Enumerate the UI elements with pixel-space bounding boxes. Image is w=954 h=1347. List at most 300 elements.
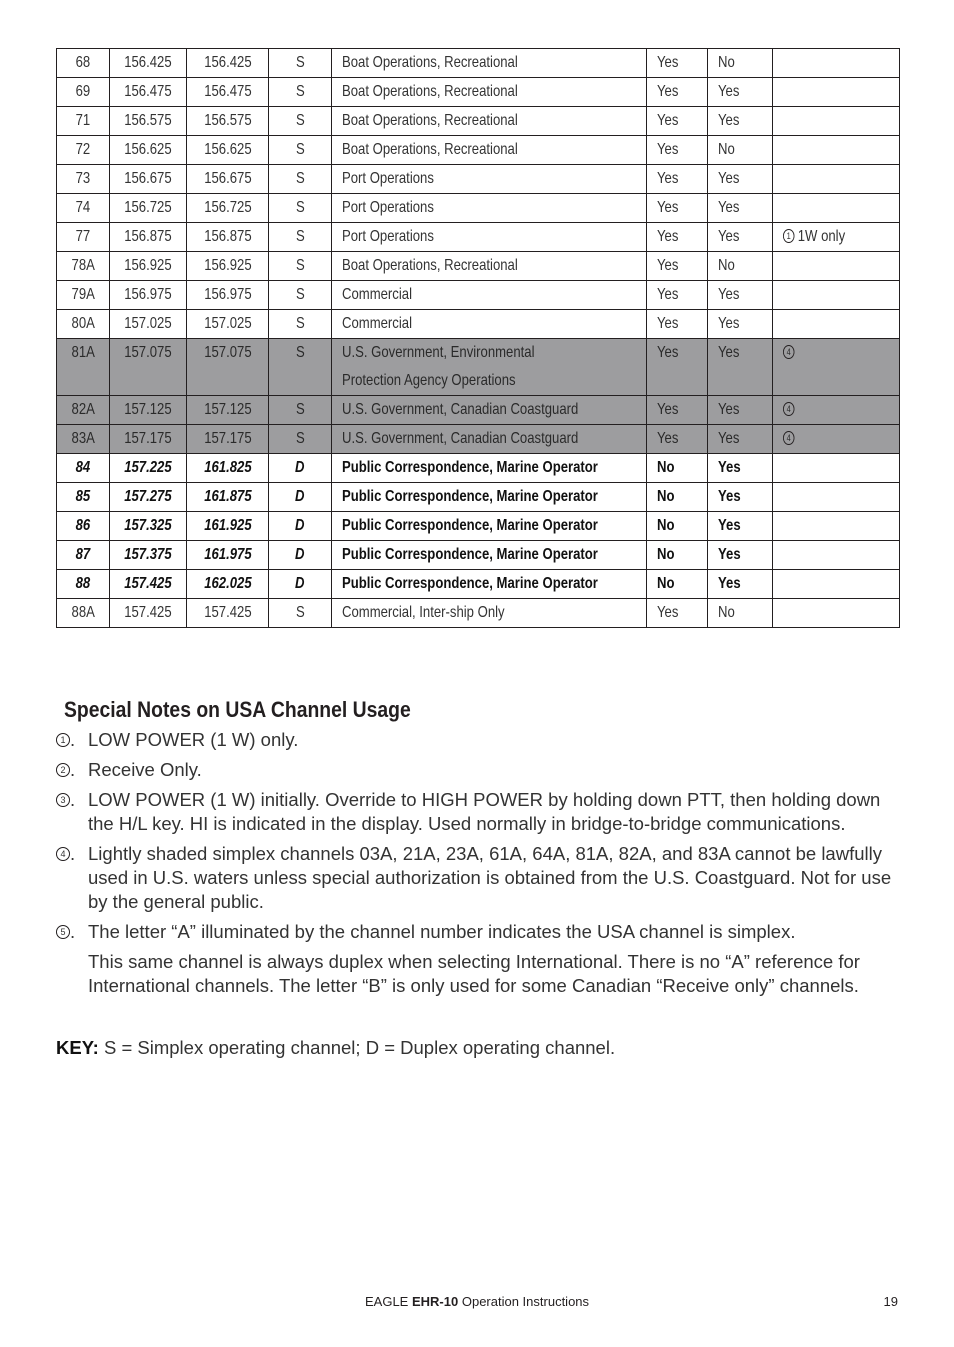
rx-frequency-cell	[187, 483, 269, 512]
column-a-cell	[647, 252, 708, 281]
rx-frequency-cell-text: 156.975	[203, 286, 252, 303]
column-a-cell-text: Yes	[657, 315, 679, 332]
note-item: 3 . LOW POWER (1 W) initially. Override to HIGH POWER by holding down PTT, then holding down the H/L key. HI is indicated in the display. Used normally in bridge-to-bridge communications.	[56, 788, 906, 836]
column-a-cell-text: No	[657, 488, 675, 505]
note-marker-icon: 4	[783, 402, 794, 416]
tx-frequency-cell-text: 157.375	[124, 546, 172, 563]
note-cell	[773, 165, 900, 194]
note-marker-icon: 4	[783, 345, 794, 359]
tx-frequency-cell-text: 157.075	[124, 344, 172, 361]
mode-cell-text: S	[295, 430, 305, 447]
column-a-cell-text: Yes	[657, 83, 679, 100]
mode-cell	[269, 194, 332, 223]
note-cell	[773, 310, 900, 339]
table-row	[57, 310, 900, 339]
rx-frequency-cell-text: 156.425	[203, 54, 252, 71]
column-b-cell	[708, 310, 773, 339]
mode-cell	[269, 49, 332, 78]
channel-cell-text: 84	[75, 459, 91, 476]
channel-cell	[57, 136, 110, 165]
note-marker-icon: 1	[783, 229, 794, 243]
table-row	[57, 136, 900, 165]
rx-frequency-cell-text: 156.625	[203, 141, 252, 158]
channel-cell-text: 78A	[71, 257, 95, 274]
mode-cell-text: S	[295, 83, 305, 100]
channel-cell-text: 83A	[71, 430, 95, 447]
column-b-cell-text: Yes	[718, 286, 740, 303]
channel-cell	[57, 252, 110, 281]
column-a-cell-text: Yes	[657, 170, 679, 187]
usage-cell-text: Commercial, Inter-ship Only	[342, 604, 505, 621]
mode-cell	[269, 136, 332, 165]
column-a-cell-text: Yes	[657, 604, 679, 621]
table-row	[57, 281, 900, 310]
tx-frequency-cell-text: 157.125	[124, 401, 172, 418]
usage-cell-text: Boat Operations, Recreational	[342, 54, 518, 71]
column-a-cell	[647, 541, 708, 570]
rx-frequency-cell	[187, 570, 269, 599]
footer-title	[365, 1294, 589, 1309]
usage-cell-text: Port Operations	[342, 199, 434, 216]
usage-cell-text: Commercial	[342, 315, 412, 332]
note-number-icon: 3	[56, 793, 70, 807]
table-row	[57, 49, 900, 78]
rx-frequency-cell-text: 157.125	[203, 401, 252, 418]
column-b-cell-text: Yes	[718, 315, 740, 332]
channel-cell-text: 79A	[71, 286, 95, 303]
tx-frequency-cell	[110, 281, 187, 310]
notes-list	[56, 728, 906, 1004]
column-b-cell	[708, 78, 773, 107]
note-cell	[773, 107, 900, 136]
column-b-cell	[708, 136, 773, 165]
mode-cell	[269, 454, 332, 483]
mode-cell	[269, 425, 332, 454]
table-row	[57, 483, 900, 512]
tx-frequency-cell	[110, 339, 187, 396]
tx-frequency-cell	[110, 599, 187, 628]
column-b-cell-text: Yes	[718, 199, 740, 216]
column-a-cell-text: Yes	[657, 257, 679, 274]
mode-cell-text: D	[295, 459, 305, 476]
usage-cell	[332, 454, 647, 483]
column-a-cell-text: Yes	[657, 228, 679, 245]
tx-frequency-cell-text: 157.325	[124, 517, 172, 534]
channel-cell	[57, 541, 110, 570]
usage-cell	[332, 512, 647, 541]
channel-cell	[57, 339, 110, 396]
usage-cell-text: Port Operations	[342, 170, 434, 187]
rx-frequency-cell	[187, 396, 269, 425]
rx-frequency-cell-text: 156.475	[203, 83, 252, 100]
rx-frequency-cell-text: 157.025	[203, 315, 252, 332]
usage-cell-text: Boat Operations, Recreational	[342, 83, 518, 100]
note-cell	[773, 223, 900, 252]
tx-frequency-cell-text: 156.875	[124, 228, 172, 245]
rx-frequency-cell-text: 156.875	[203, 228, 252, 245]
table-row	[57, 78, 900, 107]
tx-frequency-cell	[110, 223, 187, 252]
tx-frequency-cell-text: 156.675	[124, 170, 172, 187]
note-cell	[773, 599, 900, 628]
mode-cell	[269, 252, 332, 281]
column-b-cell	[708, 252, 773, 281]
channel-cell	[57, 165, 110, 194]
column-b-cell	[708, 107, 773, 136]
column-a-cell	[647, 339, 708, 396]
notes-title: Special Notes on USA Channel Usage	[64, 697, 411, 722]
usage-cell	[332, 570, 647, 599]
note-cell	[773, 541, 900, 570]
column-a-cell	[647, 599, 708, 628]
note-cell	[773, 425, 900, 454]
channel-cell	[57, 570, 110, 599]
note-cell	[773, 252, 900, 281]
table-row	[57, 223, 900, 252]
rx-frequency-cell	[187, 512, 269, 541]
usage-cell-text: U.S. Government, Canadian Coastguard	[342, 430, 579, 447]
mode-cell	[269, 339, 332, 396]
column-a-cell	[647, 136, 708, 165]
column-b-cell	[708, 454, 773, 483]
mode-cell	[269, 78, 332, 107]
column-a-cell-text: Yes	[657, 286, 679, 303]
column-b-cell-text: Yes	[718, 112, 740, 129]
tx-frequency-cell-text: 157.425	[124, 604, 172, 621]
column-b-cell-text: Yes	[718, 575, 741, 592]
tx-frequency-cell-text: 156.725	[124, 199, 172, 216]
column-a-cell-text: Yes	[657, 344, 679, 361]
channel-cell-text: 81A	[71, 344, 95, 361]
tx-frequency-cell	[110, 570, 187, 599]
mode-cell-text: D	[295, 575, 305, 592]
mode-cell	[269, 107, 332, 136]
column-b-cell	[708, 165, 773, 194]
column-b-cell	[708, 281, 773, 310]
table-row	[57, 541, 900, 570]
key-legend	[56, 1037, 615, 1059]
usage-cell	[332, 396, 647, 425]
note-cell	[773, 49, 900, 78]
note-text: LOW POWER (1 W) only.	[88, 729, 299, 750]
mode-cell	[269, 512, 332, 541]
mode-cell-text: S	[295, 604, 305, 621]
mode-cell-text: D	[295, 488, 305, 505]
note-cell	[773, 194, 900, 223]
column-b-cell-text: Yes	[718, 228, 740, 245]
table-row	[57, 570, 900, 599]
table-row	[57, 599, 900, 628]
mode-cell	[269, 599, 332, 628]
channel-cell	[57, 107, 110, 136]
mode-cell-text: S	[295, 315, 305, 332]
column-b-cell	[708, 599, 773, 628]
usage-cell-text: Commercial	[342, 286, 412, 303]
usage-cell-text: Public Correspondence, Marine Operator	[342, 575, 598, 592]
tx-frequency-cell-text: 157.225	[124, 459, 172, 476]
column-a-cell-text: No	[657, 459, 675, 476]
tx-frequency-cell	[110, 541, 187, 570]
usage-cell	[332, 599, 647, 628]
column-b-cell	[708, 512, 773, 541]
channel-cell	[57, 78, 110, 107]
rx-frequency-cell-text: 161.975	[203, 546, 252, 563]
channel-cell-text: 72	[75, 141, 91, 158]
column-a-cell-text: No	[657, 575, 675, 592]
column-a-cell-text: Yes	[657, 141, 679, 158]
mode-cell-text: S	[295, 286, 305, 303]
column-b-cell-text: Yes	[718, 459, 741, 476]
channel-cell-text: 88A	[71, 604, 95, 621]
rx-frequency-cell	[187, 49, 269, 78]
note-text: The letter “A” illuminated by the channel number indicates the USA channel is simplex.	[88, 921, 796, 942]
channel-cell	[57, 599, 110, 628]
note-number-icon: 4	[56, 847, 70, 861]
rx-frequency-cell-text: 161.825	[203, 459, 252, 476]
tx-frequency-cell-text: 157.275	[124, 488, 172, 505]
channel-cell	[57, 194, 110, 223]
rx-frequency-cell-text: 161.925	[203, 517, 252, 534]
usage-cell-text: Boat Operations, Recreational	[342, 112, 518, 129]
column-b-cell-text: Yes	[718, 83, 740, 100]
column-a-cell	[647, 194, 708, 223]
tx-frequency-cell	[110, 165, 187, 194]
tx-frequency-cell	[110, 49, 187, 78]
channel-cell-text: 87	[75, 546, 91, 563]
rx-frequency-cell	[187, 541, 269, 570]
note-text: LOW POWER (1 W) initially. Override to HIGH POWER by holding down PTT, then holding down the H/L key. HI is indicated in the display. Used normally in bridge-to-bridge communications.	[88, 789, 881, 834]
rx-frequency-cell	[187, 252, 269, 281]
channel-cell-text: 86	[75, 517, 91, 534]
note-cell	[773, 339, 900, 396]
rx-frequency-cell	[187, 599, 269, 628]
note-cell	[773, 512, 900, 541]
column-b-cell	[708, 49, 773, 78]
usage-cell-text: Boat Operations, Recreational	[342, 141, 518, 158]
mode-cell-text: S	[295, 170, 305, 187]
column-a-cell	[647, 512, 708, 541]
channel-cell	[57, 223, 110, 252]
mode-cell-text: D	[295, 546, 305, 563]
note-item: 5 . The letter “A” illuminated by the channel number indicates the USA channel is simplex. This same channel is always duplex when selecting International. There is no “A” reference for International channels. The letter “B” is only used for some Canadian “Receive only” channels.	[56, 920, 906, 998]
column-a-cell	[647, 78, 708, 107]
channel-cell-text: 88	[75, 575, 91, 592]
column-a-cell	[647, 223, 708, 252]
tx-frequency-cell	[110, 136, 187, 165]
column-b-cell	[708, 339, 773, 396]
usage-cell-text: Boat Operations, Recreational	[342, 257, 518, 274]
tx-frequency-cell	[110, 425, 187, 454]
rx-frequency-cell	[187, 425, 269, 454]
note-cell	[773, 78, 900, 107]
channel-cell-text: 74	[75, 199, 91, 216]
note-item: 1 . LOW POWER (1 W) only.	[56, 728, 906, 752]
channel-cell-text: 68	[75, 54, 91, 71]
note-item: 4 . Lightly shaded simplex channels 03A, 21A, 23A, 61A, 64A, 81A, 82A, and 83A cannot be lawfully used in U.S. waters unless special authorization is obtained from the U.S. Coastguard. Not for use by the general public.	[56, 842, 906, 914]
column-a-cell	[647, 396, 708, 425]
mode-cell-text: S	[295, 54, 305, 71]
rx-frequency-cell	[187, 107, 269, 136]
mode-cell	[269, 281, 332, 310]
table-row	[57, 107, 900, 136]
channel-cell	[57, 310, 110, 339]
column-a-cell-text: Yes	[657, 401, 679, 418]
column-b-cell-text: Yes	[718, 401, 740, 418]
table-row	[57, 396, 900, 425]
mode-cell	[269, 165, 332, 194]
usage-cell	[332, 107, 647, 136]
rx-frequency-cell-text: 157.425	[203, 604, 252, 621]
column-a-cell	[647, 281, 708, 310]
column-b-cell-text: No	[718, 257, 735, 274]
note-cell	[773, 483, 900, 512]
rx-frequency-cell	[187, 223, 269, 252]
column-b-cell-text: Yes	[718, 170, 740, 187]
usage-cell-text: U.S. Government, Environmental Protection Agency Operations	[342, 344, 535, 389]
mode-cell	[269, 396, 332, 425]
note-cell	[773, 396, 900, 425]
note-cell	[773, 454, 900, 483]
mode-cell	[269, 541, 332, 570]
tx-frequency-cell-text: 156.575	[124, 112, 172, 129]
note-cell	[773, 136, 900, 165]
tx-frequency-cell-text: 157.175	[124, 430, 172, 447]
usage-cell-text: Public Correspondence, Marine Operator	[342, 459, 598, 476]
key-text: S = Simplex operating channel; D = Duplex operating channel.	[103, 1037, 616, 1058]
rx-frequency-cell-text: 157.075	[203, 344, 252, 361]
usage-cell	[332, 165, 647, 194]
tx-frequency-cell	[110, 512, 187, 541]
channel-cell-text: 69	[75, 83, 91, 100]
rx-frequency-cell	[187, 78, 269, 107]
mode-cell-text: S	[295, 401, 305, 418]
note-text: Lightly shaded simplex channels 03A, 21A, 23A, 61A, 64A, 81A, 82A, and 83A cannot be lawfully used in U.S. waters unless special authorization is obtained from the U.S. Coastguard. Not for use by the general public.	[88, 843, 892, 912]
note-text: Receive Only.	[88, 759, 202, 780]
tx-frequency-cell	[110, 454, 187, 483]
column-b-cell	[708, 541, 773, 570]
channel-cell-text: 80A	[71, 315, 95, 332]
column-b-cell-text: Yes	[718, 517, 741, 534]
column-a-cell-text: Yes	[657, 54, 679, 71]
rx-frequency-cell	[187, 194, 269, 223]
tx-frequency-cell	[110, 107, 187, 136]
usage-cell	[332, 339, 647, 396]
mode-cell	[269, 483, 332, 512]
table-row	[57, 339, 900, 396]
note-cell	[773, 281, 900, 310]
column-a-cell	[647, 310, 708, 339]
channel-cell	[57, 454, 110, 483]
channel-cell-text: 71	[75, 112, 91, 129]
mode-cell-text: S	[295, 199, 305, 216]
table-row	[57, 252, 900, 281]
footer-model: EHR-10	[411, 1294, 459, 1309]
rx-frequency-cell	[187, 339, 269, 396]
table-row	[57, 454, 900, 483]
usage-cell	[332, 136, 647, 165]
column-b-cell	[708, 194, 773, 223]
footer-brand: EAGLE	[365, 1294, 409, 1309]
column-a-cell-text: Yes	[657, 112, 679, 129]
column-b-cell	[708, 483, 773, 512]
page-number: 19	[883, 1294, 898, 1309]
column-a-cell	[647, 425, 708, 454]
column-a-cell-text: Yes	[657, 430, 679, 447]
note-cell-text: 1W only	[797, 228, 846, 245]
rx-frequency-cell	[187, 136, 269, 165]
rx-frequency-cell-text: 156.575	[203, 112, 252, 129]
mode-cell-text: S	[295, 141, 305, 158]
channel-cell	[57, 281, 110, 310]
column-b-cell-text: No	[718, 54, 735, 71]
channel-cell-text: 77	[75, 228, 91, 245]
note-marker-icon: 4	[783, 431, 794, 445]
table-row	[57, 512, 900, 541]
usage-cell	[332, 252, 647, 281]
tx-frequency-cell-text: 157.425	[124, 575, 172, 592]
rx-frequency-cell-text: 156.675	[203, 170, 252, 187]
usage-cell-text: Port Operations	[342, 228, 434, 245]
usage-cell-text: Public Correspondence, Marine Operator	[342, 488, 598, 505]
tx-frequency-cell-text: 157.025	[124, 315, 172, 332]
note-extra-text: This same channel is always duplex when selecting International. There is no “A” reference for International channels. The letter “B” is only used for some Canadian “Receive only” channels.	[88, 951, 860, 996]
rx-frequency-cell	[187, 281, 269, 310]
channel-cell-text: 82A	[71, 401, 95, 418]
mode-cell	[269, 223, 332, 252]
rx-frequency-cell	[187, 165, 269, 194]
footer-doc: Operation Instructions	[461, 1294, 590, 1309]
table-row	[57, 165, 900, 194]
note-item: 2 . Receive Only.	[56, 758, 906, 782]
tx-frequency-cell-text: 156.925	[124, 257, 172, 274]
tx-frequency-cell	[110, 194, 187, 223]
column-b-cell	[708, 425, 773, 454]
mode-cell-text: D	[295, 517, 305, 534]
tx-frequency-cell-text: 156.975	[124, 286, 172, 303]
mode-cell-text: S	[295, 112, 305, 129]
note-number-icon: 1	[56, 733, 70, 747]
channel-cell	[57, 425, 110, 454]
usage-cell-text: Public Correspondence, Marine Operator	[342, 517, 598, 534]
note-cell	[773, 570, 900, 599]
note-number-icon: 5	[56, 925, 70, 939]
usage-cell	[332, 281, 647, 310]
key-label: KEY:	[56, 1037, 99, 1058]
tx-frequency-cell	[110, 252, 187, 281]
channel-cell	[57, 512, 110, 541]
table-row	[57, 194, 900, 223]
column-a-cell	[647, 107, 708, 136]
column-b-cell	[708, 223, 773, 252]
rx-frequency-cell	[187, 310, 269, 339]
usage-cell	[332, 78, 647, 107]
usage-cell-text: U.S. Government, Canadian Coastguard	[342, 401, 579, 418]
mode-cell	[269, 570, 332, 599]
column-a-cell	[647, 483, 708, 512]
column-b-cell	[708, 396, 773, 425]
usage-cell	[332, 483, 647, 512]
tx-frequency-cell-text: 156.475	[124, 83, 172, 100]
column-a-cell-text: No	[657, 517, 675, 534]
rx-frequency-cell-text: 157.175	[203, 430, 252, 447]
column-b-cell-text: Yes	[718, 546, 741, 563]
column-b-cell-text: Yes	[718, 344, 740, 361]
column-b-cell-text: No	[718, 604, 735, 621]
channel-cell-text: 85	[75, 488, 91, 505]
column-b-cell	[708, 570, 773, 599]
column-a-cell-text: No	[657, 546, 675, 563]
mode-cell-text: S	[295, 257, 305, 274]
